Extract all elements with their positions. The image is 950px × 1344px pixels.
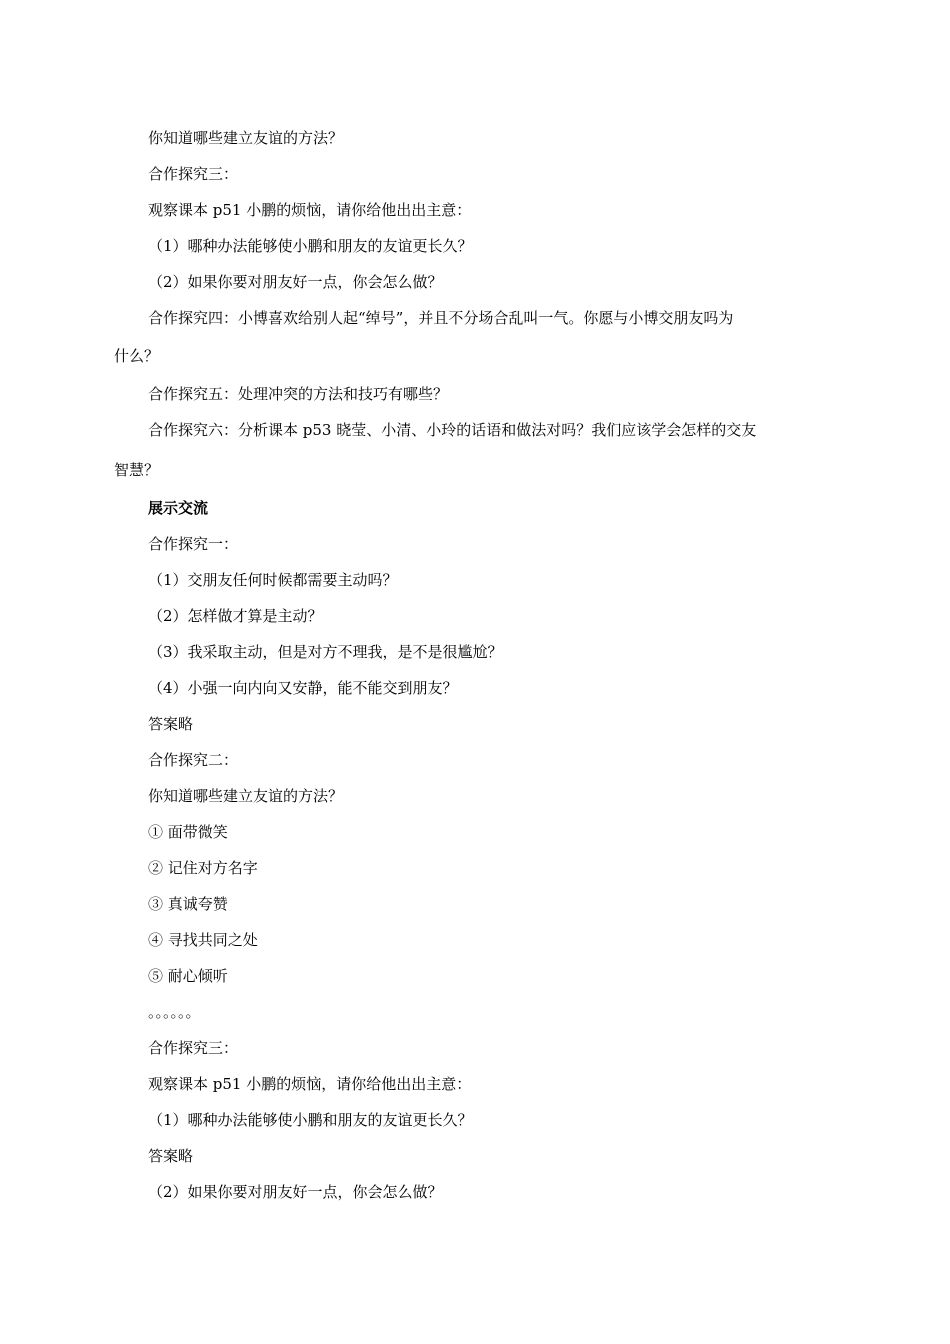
answer-note: 答案略 <box>148 1147 194 1165</box>
list-item: ③ 真诚夸赞 <box>148 895 228 913</box>
section-heading: 合作探究三： <box>148 165 239 183</box>
section-heading: 合作探究三： <box>148 1039 239 1057</box>
list-item: ② 记住对方名字 <box>148 859 258 877</box>
ellipsis-line: 。。。。。。 <box>148 1003 201 1021</box>
text-line: 合作探究五：处理冲突的方法和技巧有哪些？ <box>148 385 449 403</box>
question-line: （1）哪种办法能够使小鹏和朋友的友谊更长久？ <box>148 237 473 255</box>
section-heading: 合作探究二： <box>148 751 239 769</box>
section-title: 展示交流 <box>148 499 209 517</box>
answer-note: 答案略 <box>148 715 194 733</box>
question-line: （1）哪种办法能够使小鹏和朋友的友谊更长久？ <box>148 1111 473 1129</box>
text-line: 合作探究四：小博喜欢给别人起“绰号”，并且不分场合乱叫一气。你愿与小博交朋友吗为 <box>148 309 734 327</box>
list-item: ① 面带微笑 <box>148 823 228 841</box>
question-line: （3）我采取主动，但是对方不理我，是不是很尴尬？ <box>148 643 503 661</box>
text-line: 合作探究六：分析课本 p53 晓莹、小清、小玲的话语和做法对吗？我们应该学会怎样的交友 <box>148 421 757 439</box>
question-line: （2）如果你要对朋友好一点，你会怎么做？ <box>148 273 443 291</box>
list-item: ⑤ 耐心倾听 <box>148 967 228 985</box>
question-line: （1）交朋友任何时候都需要主动吗？ <box>148 571 398 589</box>
question-line: （4）小强一向内向又安静，能不能交到朋友？ <box>148 679 458 697</box>
question-line: （2）怎样做才算是主动？ <box>148 607 323 625</box>
section-heading: 合作探究一： <box>148 535 239 553</box>
text-line: 你知道哪些建立友谊的方法？ <box>148 129 344 147</box>
text-line: 观察课本 p51 小鹏的烦恼，请你给他出出主意： <box>148 1075 472 1093</box>
text-line-continuation: 什么？ <box>114 347 160 365</box>
text-line: 观察课本 p51 小鹏的烦恼，请你给他出出主意： <box>148 201 472 219</box>
question-line: （2）如果你要对朋友好一点，你会怎么做？ <box>148 1183 443 1201</box>
text-line-continuation: 智慧？ <box>114 461 160 479</box>
text-line: 你知道哪些建立友谊的方法？ <box>148 787 344 805</box>
list-item: ④ 寻找共同之处 <box>148 931 258 949</box>
